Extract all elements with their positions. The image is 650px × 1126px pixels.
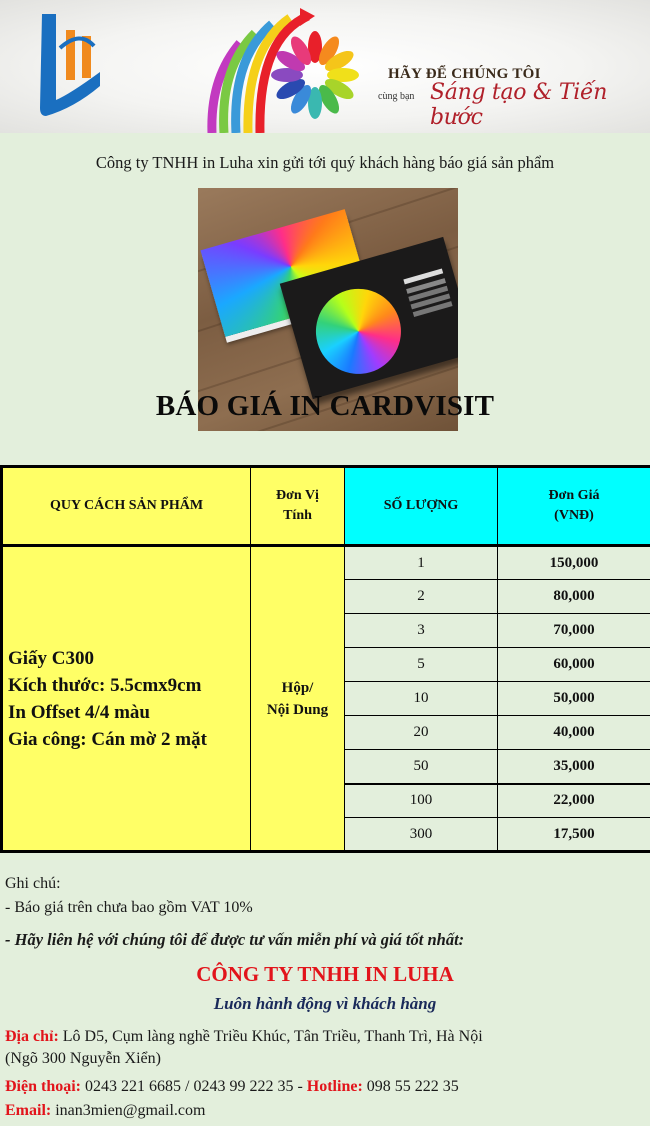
price-cell: 40,000 xyxy=(498,716,650,750)
spec-paper: Giấy C300 xyxy=(8,647,95,669)
header-unit-line1: Đơn Vị xyxy=(276,487,319,503)
price-table xyxy=(0,465,650,853)
price-cell: 22,000 xyxy=(498,784,650,818)
header-price-line1: Đơn Giá xyxy=(548,487,600,503)
table-row xyxy=(2,546,650,580)
color-flower-icon xyxy=(270,30,360,120)
spec-size: Kích thước: 5.5cmx9cm xyxy=(8,674,202,696)
address-line2: (Ngõ 300 Nguyễn Xiển) xyxy=(5,1050,161,1067)
header-unit xyxy=(251,467,345,546)
address xyxy=(5,1026,483,1070)
note-vat: - Báo giá trên chưa bao gồm VAT 10% xyxy=(5,899,253,916)
phone xyxy=(5,1078,459,1096)
intro-text: Công ty TNHH in Luha xin gửi tới quý khách hàng báo giá sản phẩm xyxy=(95,153,555,172)
price-cell: 150,000 xyxy=(498,546,650,580)
spec-cell xyxy=(2,546,251,852)
header-banner xyxy=(0,0,650,133)
contact-prompt: - Hãy liên hệ với chúng tôi để được tư vấn miễn phí và giá tốt nhất: xyxy=(5,930,465,949)
header-quantity: SỐ LƯỢNG xyxy=(345,467,498,546)
phone-value[interactable]: 0243 221 6685 / 0243 99 222 35 - xyxy=(81,1078,307,1095)
unit-line2: Nội Dung xyxy=(266,701,329,718)
banner-slogan-small: cùng bạn xyxy=(378,91,415,102)
page-title: BÁO GIÁ IN CARDVISIT xyxy=(155,390,495,422)
quantity-cell: 10 xyxy=(345,682,498,716)
price-cell: 50,000 xyxy=(498,682,650,716)
email xyxy=(5,1102,205,1120)
quantity-cell: 100 xyxy=(345,784,498,818)
address-value: Lô D5, Cụm làng nghề Triều Khúc, Tân Triều, Thanh Trì, Hà Nội xyxy=(58,1028,483,1045)
hotline-value[interactable]: 098 55 222 35 xyxy=(362,1078,459,1095)
email-value[interactable]: inan3mien@gmail.com xyxy=(51,1102,206,1119)
unit-cell xyxy=(251,546,345,852)
luha-logo-icon xyxy=(30,8,120,118)
price-cell: 60,000 xyxy=(498,648,650,682)
price-cell: 35,000 xyxy=(498,750,650,784)
company-tagline: Luôn hành động vì khách hàng xyxy=(213,994,437,1013)
quantity-cell: 20 xyxy=(345,716,498,750)
note-label: Ghi chú: xyxy=(5,875,61,892)
price-cell: 80,000 xyxy=(498,580,650,614)
quantity-cell: 2 xyxy=(345,580,498,614)
quantity-cell: 5 xyxy=(345,648,498,682)
table-header-row xyxy=(2,467,650,546)
email-label: Email: xyxy=(5,1102,52,1119)
banner-slogan-script: Sáng tạo & Tiến bước xyxy=(430,80,608,130)
quantity-cell: 3 xyxy=(345,614,498,648)
quantity-cell: 50 xyxy=(345,750,498,784)
spec-print: In Offset 4/4 màu xyxy=(8,701,150,723)
quantity-cell: 1 xyxy=(345,546,498,580)
header-price-line2: (VNĐ) xyxy=(554,508,594,523)
price-cell: 70,000 xyxy=(498,614,650,648)
hotline-label: Hotline: xyxy=(306,1078,363,1095)
unit-line1: Hộp/ xyxy=(281,679,314,696)
header-price xyxy=(498,467,650,546)
address-label: Địa chỉ: xyxy=(5,1028,59,1045)
quantity-cell: 300 xyxy=(345,818,498,852)
header-spec: QUY CÁCH SẢN PHẨM xyxy=(2,467,251,546)
company-name: CÔNG TY TNHH IN LUHA xyxy=(196,962,454,986)
phone-label: Điện thoại: xyxy=(5,1078,81,1095)
header-unit-line2: Tính xyxy=(283,508,312,523)
price-cell: 17,500 xyxy=(498,818,650,852)
spec-finishing: Gia công: Cán mờ 2 mặt xyxy=(8,728,207,750)
banner-slogan: HÃY ĐỂ CHÚNG TÔI xyxy=(388,66,541,82)
